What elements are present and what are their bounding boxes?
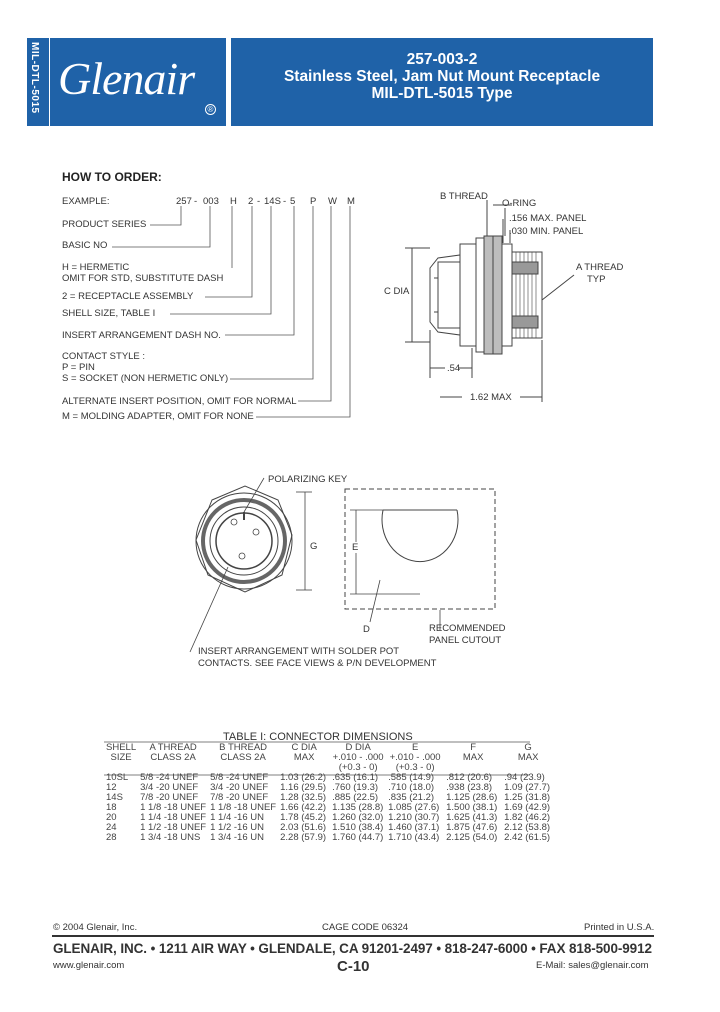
example-dash: - — [257, 196, 261, 207]
table-cell: .585 (14.9) — [388, 772, 435, 783]
table-cell: 1.760 (44.7) — [332, 832, 384, 843]
table-cell: 1.625 (41.3) — [446, 812, 498, 823]
table-cell: 28 — [106, 832, 117, 843]
printed-in: Printed in U.S.A. — [584, 922, 655, 933]
table-cell: 18 — [106, 802, 117, 813]
order-line: OMIT FOR STD, SUBSTITUTE DASH — [62, 273, 224, 284]
col-header: MAX — [293, 752, 315, 763]
col-header: CLASS 2A — [150, 752, 196, 763]
table-cell: 1.875 (47.6) — [446, 822, 498, 833]
table-cell: 20 — [106, 812, 117, 823]
table-cell: 1.82 (46.2) — [504, 812, 551, 823]
company-logo: Glenair — [58, 53, 195, 104]
col-header: C DIA — [291, 742, 317, 753]
table-cell: .635 (16.1) — [332, 772, 379, 783]
example-series: 257 — [176, 196, 192, 207]
dim-54-label: .54 — [447, 363, 461, 374]
table-cell: 2.42 (61.5) — [504, 832, 551, 843]
example-basic-no: 003 — [203, 196, 219, 207]
table-cell: 10SL — [106, 772, 129, 783]
example-contact: P — [310, 196, 317, 207]
email-link[interactable]: E-Mail: sales@glenair.com — [536, 960, 649, 971]
col-header: D DIA — [345, 742, 371, 753]
col-header: E — [411, 742, 419, 753]
table-cell: 1.09 (27.7) — [504, 782, 551, 793]
connector-dimensions-table — [104, 743, 554, 843]
col-header: MAX — [462, 752, 484, 763]
col-header: CLASS 2A — [220, 752, 266, 763]
example-label: EXAMPLE: — [62, 196, 110, 207]
company-address-line: GLENAIR, INC. • 1211 AIR WAY • GLENDALE, CA 91201-2497 • 818-247-6000 • FAX 818-500-9912 — [53, 941, 652, 956]
example-insert: 5 — [290, 196, 296, 207]
table-cell: 1 3/4 -16 UN — [210, 832, 264, 843]
col-header: +.010 - .000 — [389, 752, 441, 763]
c-dia-label: C DIA — [384, 286, 410, 297]
example-adapter: M — [347, 196, 355, 207]
order-line: P = PIN — [62, 362, 95, 373]
panel-max-label: .156 MAX. PANEL — [509, 213, 587, 224]
order-line: H = HERMETIC — [62, 262, 130, 273]
order-line: M = MOLDING ADAPTER, OMIT FOR NONE — [62, 411, 254, 422]
table-cell: .710 (18.0) — [388, 782, 435, 793]
table-cell: 1.66 (42.2) — [280, 802, 327, 813]
order-line: ALTERNATE INSERT POSITION, OMIT FOR NORMAL — [62, 396, 297, 407]
table-cell: 1.210 (30.7) — [388, 812, 440, 823]
col-header: (+0.3 - 0) — [338, 762, 378, 773]
table-cell: 2.03 (51.6) — [280, 822, 327, 833]
table-cell: .835 (21.2) — [388, 792, 435, 803]
table-cell: 1.500 (38.1) — [446, 802, 498, 813]
table-cell: 1 1/2 -18 UNEF — [140, 822, 207, 833]
example-position: W — [328, 196, 337, 207]
table-cell: .94 (23.9) — [504, 772, 545, 783]
polarizing-key-label: POLARIZING KEY — [268, 474, 348, 485]
typ-label: TYP — [587, 274, 606, 285]
dim-162-label: 1.62 MAX — [470, 392, 512, 403]
col-header: SIZE — [110, 752, 132, 763]
product-type: MIL-DTL-5015 Type — [371, 85, 513, 102]
example-dash: - — [283, 196, 287, 207]
table-cell: 1.25 (31.8) — [504, 792, 551, 803]
d-label: D — [363, 624, 370, 635]
table-cell: 1 1/2 -16 UN — [210, 822, 264, 833]
table-cell: 1 1/8 -18 UNEF — [210, 802, 277, 813]
registered-mark: ® — [205, 104, 216, 115]
insert-note-line1: INSERT ARRANGEMENT WITH SOLDER POT — [198, 646, 400, 657]
cutout-label-line2: PANEL CUTOUT — [429, 635, 502, 646]
order-line: INSERT ARRANGEMENT DASH NO. — [62, 330, 221, 341]
sidebar-label: MIL-DTL-5015 — [29, 42, 40, 114]
table-cell: 3/4 -20 UNEF — [210, 782, 269, 793]
b-thread-label: B THREAD — [440, 191, 488, 202]
col-header: G — [524, 742, 532, 753]
product-title: Stainless Steel, Jam Nut Mount Receptacle — [283, 68, 601, 85]
table-cell: 1 1/4 -18 UNEF — [140, 812, 207, 823]
table-cell: 2.125 (54.0) — [446, 832, 498, 843]
col-header: +.010 - .000 — [332, 752, 384, 763]
table-cell: 1 3/4 -18 UNS — [140, 832, 201, 843]
table-header-row — [104, 743, 554, 773]
order-line: CONTACT STYLE : — [62, 351, 146, 362]
e-label: E — [352, 542, 359, 553]
table-cell: 1.710 (43.4) — [388, 832, 440, 843]
table-cell: 1 1/8 -18 UNEF — [140, 802, 207, 813]
table-cell: 7/8 -20 UNEF — [140, 792, 199, 803]
table-cell: 1.085 (27.6) — [388, 802, 440, 813]
table-cell: 5/8 -24 UNEF — [210, 772, 269, 783]
o-ring-label: O-RING — [502, 198, 537, 209]
col-header: F — [470, 742, 477, 753]
how-to-order-heading: HOW TO ORDER: — [62, 170, 162, 184]
table-cell: 1.460 (37.1) — [388, 822, 440, 833]
table-cell: 7/8 -20 UNEF — [210, 792, 269, 803]
order-line: S = SOCKET (NON HERMETIC ONLY) — [62, 373, 229, 384]
table-cell: 5/8 -24 UNEF — [140, 772, 199, 783]
table-cell: 1.28 (32.5) — [280, 792, 327, 803]
col-header: SHELL — [106, 742, 137, 753]
table-cell: .812 (20.6) — [446, 772, 493, 783]
example-shell-size: 14S — [264, 196, 281, 207]
col-header: B THREAD — [219, 742, 268, 753]
table-cell: 3/4 -20 UNEF — [140, 782, 199, 793]
table-cell: 1.510 (38.4) — [332, 822, 384, 833]
part-number-title: 257-003-2 — [406, 51, 478, 68]
table-cell: .938 (23.8) — [446, 782, 493, 793]
col-header: (+0.3 - 0) — [395, 762, 435, 773]
col-header: A THREAD — [149, 742, 197, 753]
example-hermetic: H — [230, 196, 237, 207]
table-cell: 1.260 (32.0) — [332, 812, 384, 823]
page-number: C-10 — [337, 958, 370, 975]
example-dash: - — [194, 196, 198, 207]
table-cell: .760 (19.3) — [332, 782, 379, 793]
table-cell: 1 1/4 -16 UN — [210, 812, 264, 823]
table-row — [104, 833, 554, 843]
table-cell: 2.28 (57.9) — [280, 832, 327, 843]
table-cell: 1.125 (28.6) — [446, 792, 498, 803]
table-cell: 24 — [106, 822, 117, 833]
table-cell: 1.16 (29.5) — [280, 782, 327, 793]
order-line: 2 = RECEPTACLE ASSEMBLY — [62, 291, 194, 302]
table-cell: 1.03 (26.2) — [280, 772, 327, 783]
cage-code: CAGE CODE 06324 — [322, 922, 409, 933]
order-line: SHELL SIZE, TABLE I — [62, 308, 156, 319]
table-cell: .885 (22.5) — [332, 792, 379, 803]
g-label: G — [310, 541, 318, 552]
example-assembly: 2 — [248, 196, 254, 207]
table-title: TABLE I: CONNECTOR DIMENSIONS — [223, 731, 413, 743]
table-cell: 2.12 (53.8) — [504, 822, 551, 833]
table-cell: 1.78 (45.2) — [280, 812, 327, 823]
table-cell: 1.135 (28.8) — [332, 802, 384, 813]
table-cell: 1.69 (42.9) — [504, 802, 551, 813]
a-thread-label: A THREAD — [576, 262, 624, 273]
col-header: MAX — [517, 752, 539, 763]
cutout-label-line1: RECOMMENDED — [429, 623, 506, 634]
footer-divider — [52, 935, 654, 937]
order-line: BASIC NO — [62, 240, 108, 251]
table-cell: 14S — [106, 792, 123, 803]
order-line: PRODUCT SERIES — [62, 219, 147, 230]
panel-min-label: .030 MIN. PANEL — [509, 226, 584, 237]
website-link[interactable]: www.glenair.com — [53, 960, 125, 971]
table-cell: 12 — [106, 782, 117, 793]
copyright: © 2004 Glenair, Inc. — [53, 922, 138, 933]
insert-note-line2: CONTACTS. SEE FACE VIEWS & P/N DEVELOPMENT — [198, 658, 437, 669]
